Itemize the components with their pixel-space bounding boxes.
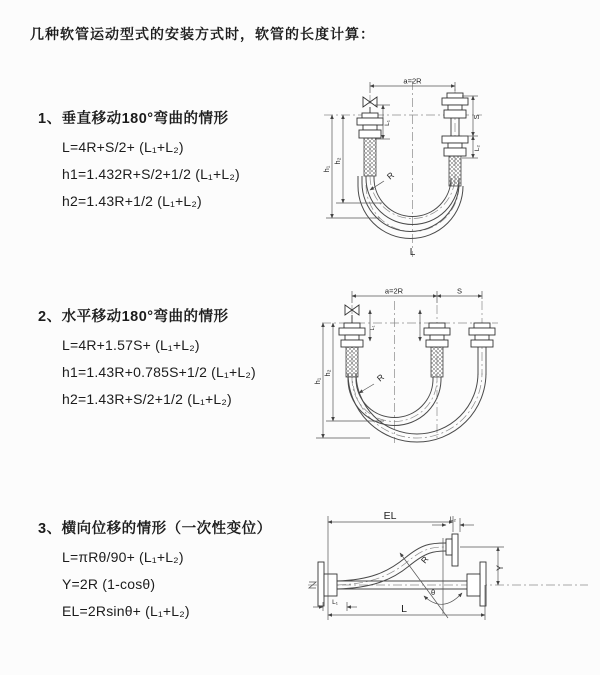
formula-line: h1=1.432R+S/2+1/2 (L₁+L₂) xyxy=(62,166,240,182)
flanges xyxy=(318,534,486,606)
formula-line: h1=1.43R+0.785S+1/2 (L₁+L₂) xyxy=(62,364,256,380)
dim-label-s: S xyxy=(472,114,481,120)
formula-line: L=4R+1.57S+ (L₁+L₂) xyxy=(62,337,200,353)
dim-label-h2: h₂ xyxy=(333,157,342,165)
dim-label-a2r: a=2R xyxy=(403,76,422,86)
dim-label-l1: L₁ xyxy=(384,120,391,126)
dim-label-l1: L₁ xyxy=(332,599,338,606)
dimension-lines xyxy=(316,291,482,438)
diagram-3-drawing-icon xyxy=(300,498,600,643)
formula-line: h2=1.43R+S/2+1/2 (L₁+L₂) xyxy=(62,391,232,407)
braided-hose-section xyxy=(449,156,461,186)
diagram-lateral-displacement xyxy=(300,498,600,643)
dim-label-h1: h₁ xyxy=(322,165,331,173)
section-1 xyxy=(38,107,318,209)
hose-curves xyxy=(348,347,486,442)
formula-line: Y=2R (1-cosθ) xyxy=(62,576,156,592)
hose-fittings xyxy=(339,323,495,347)
section-1-heading: 1、垂直移动180°弯曲的情形 xyxy=(38,111,229,127)
dim-label-l: L xyxy=(401,603,407,615)
dim-label-y: Y xyxy=(495,564,505,572)
formula-line: h2=1.43R+1/2 (L₁+L₂) xyxy=(62,193,202,209)
formula-line: L=4R+S/2+ (L₁+L₂) xyxy=(62,139,184,155)
formula-line: EL=2Rsinθ+ (L₁+L₂) xyxy=(62,603,190,619)
dimension-labels xyxy=(332,510,505,615)
braided-hose-section xyxy=(431,347,443,377)
diagram-vertical-180-bend xyxy=(310,73,590,265)
dimension-lines xyxy=(313,516,504,620)
section-3-heading: 3、横向位移的情形（一次性变位） xyxy=(38,521,272,537)
section-2 xyxy=(38,305,318,407)
angle-label: θ xyxy=(431,588,436,597)
diagram-horizontal-180-bend xyxy=(312,283,600,453)
dim-label-l2: L₂ xyxy=(449,516,457,523)
hose-curves xyxy=(358,176,463,239)
dim-label-l1: L₁ xyxy=(370,325,376,331)
dim-label-a2r: a=2R xyxy=(384,286,404,296)
section-2-heading: 2、水平移动180°弯曲的情形 xyxy=(38,309,229,325)
section-3 xyxy=(38,517,318,619)
diagram-2-drawing-icon xyxy=(312,283,600,453)
radius-label: R xyxy=(418,554,431,566)
radius-label: R xyxy=(374,371,386,384)
dim-label-s: S xyxy=(456,286,463,296)
dim-label-h1: h₁ xyxy=(313,377,322,385)
length-label: L xyxy=(409,247,416,258)
dim-label-el: EL xyxy=(383,510,397,522)
dim-label-l2: L₂ xyxy=(474,144,481,152)
page-title: 几种软管运动型式的安装方式时，软管的长度计算： xyxy=(30,26,375,42)
radius-label: R xyxy=(384,169,396,182)
hose-curves xyxy=(337,543,446,589)
dim-label-h2: h₂ xyxy=(323,369,332,377)
braided-hose-section xyxy=(346,347,358,377)
formula-line: L=πRθ/90+ (L₁+L₂) xyxy=(62,549,184,565)
diagram-1-drawing-icon xyxy=(310,73,590,265)
braided-hose-section xyxy=(364,138,376,176)
